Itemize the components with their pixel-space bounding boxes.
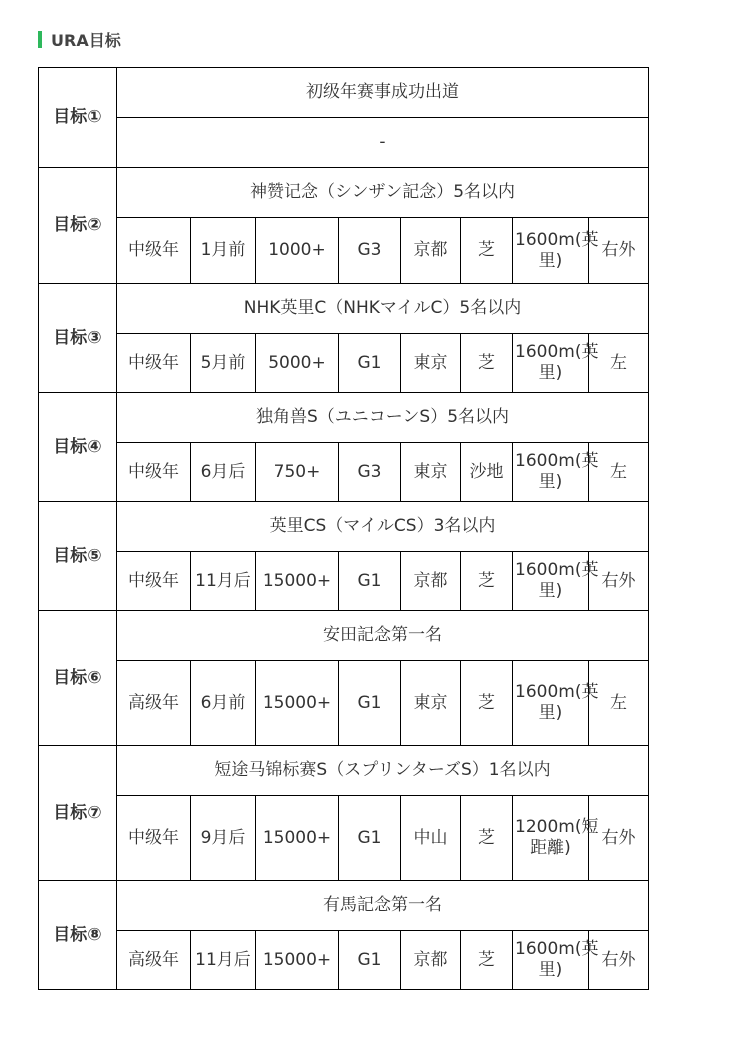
goal-7-detail-row — [39, 796, 649, 881]
goal-6-label: 目标⑥ — [39, 611, 117, 746]
goal-2-year: 中级年 — [117, 218, 191, 284]
goal-3-title-row — [39, 284, 649, 334]
goal-5-course: 京都 — [401, 552, 461, 611]
goal-5-surface: 芝 — [461, 552, 513, 611]
goal-5-label: 目标⑤ — [39, 502, 117, 611]
goal-6-direction: 左 — [589, 661, 649, 746]
goal-8-surface: 芝 — [461, 931, 513, 990]
goal-3-direction: 左 — [589, 334, 649, 393]
goal-6-title-row — [39, 611, 649, 661]
goal-1-detail-row — [39, 118, 649, 168]
goal-6-course: 東京 — [401, 661, 461, 746]
heading-accent-bar — [38, 31, 42, 48]
goal-5-year: 中级年 — [117, 552, 191, 611]
goals-table — [38, 67, 649, 990]
goal-6-year: 高级年 — [117, 661, 191, 746]
goal-4-label: 目标④ — [39, 393, 117, 502]
goal-3-timing: 5月前 — [191, 334, 256, 393]
goal-2-grade: G3 — [339, 218, 401, 284]
goal-8-title: 有馬記念第一名 — [117, 881, 649, 931]
goal-1-title: 初级年赛事成功出道 — [117, 68, 649, 118]
goal-4-year: 中级年 — [117, 443, 191, 502]
goal-8-grade: G1 — [339, 931, 401, 990]
goal-5-direction: 右外 — [589, 552, 649, 611]
goal-6-grade: G1 — [339, 661, 401, 746]
goal-2-surface: 芝 — [461, 218, 513, 284]
goal-1-title-row — [39, 68, 649, 118]
goal-3-grade: G1 — [339, 334, 401, 393]
goal-2-distance: 1600m(英里) — [513, 218, 589, 284]
goal-7-timing: 9月后 — [191, 796, 256, 881]
goal-4-detail-row — [39, 443, 649, 502]
goal-2-fans: 1000+ — [256, 218, 339, 284]
goal-7-fans: 15000+ — [256, 796, 339, 881]
goal-3-course: 東京 — [401, 334, 461, 393]
goal-8-distance: 1600m(英里) — [513, 931, 589, 990]
goal-7-year: 中级年 — [117, 796, 191, 881]
goal-2-title-row — [39, 168, 649, 218]
goal-7-direction: 右外 — [589, 796, 649, 881]
goal-3-label: 目标③ — [39, 284, 117, 393]
goal-6-title: 安田記念第一名 — [117, 611, 649, 661]
goal-8-year: 高级年 — [117, 931, 191, 990]
goal-1-label: 目标① — [39, 68, 117, 168]
section-heading — [38, 28, 121, 50]
goal-7-title-row — [39, 746, 649, 796]
goal-8-direction: 右外 — [589, 931, 649, 990]
goal-4-timing: 6月后 — [191, 443, 256, 502]
goal-3-fans: 5000+ — [256, 334, 339, 393]
goal-6-detail-row — [39, 661, 649, 746]
goal-5-timing: 11月后 — [191, 552, 256, 611]
goal-8-title-row — [39, 881, 649, 931]
goal-2-detail-row — [39, 218, 649, 284]
goal-4-fans: 750+ — [256, 443, 339, 502]
goal-8-timing: 11月后 — [191, 931, 256, 990]
goal-8-fans: 15000+ — [256, 931, 339, 990]
goal-2-course: 京都 — [401, 218, 461, 284]
goal-5-grade: G1 — [339, 552, 401, 611]
goal-6-surface: 芝 — [461, 661, 513, 746]
goal-5-distance: 1600m(英里) — [513, 552, 589, 611]
goal-4-title-row — [39, 393, 649, 443]
goal-7-surface: 芝 — [461, 796, 513, 881]
goal-5-detail-row — [39, 552, 649, 611]
goal-7-title: 短途马锦标赛S（スプリンターズS）1名以内 — [117, 746, 649, 796]
goal-4-grade: G3 — [339, 443, 401, 502]
goal-4-direction: 左 — [589, 443, 649, 502]
goal-4-course: 東京 — [401, 443, 461, 502]
goal-5-fans: 15000+ — [256, 552, 339, 611]
goal-5-title-row — [39, 502, 649, 552]
goal-5-title: 英里CS（マイルCS）3名以内 — [117, 502, 649, 552]
goal-8-detail-row — [39, 931, 649, 990]
goal-4-surface: 沙地 — [461, 443, 513, 502]
goal-3-distance: 1600m(英里) — [513, 334, 589, 393]
goal-2-timing: 1月前 — [191, 218, 256, 284]
goal-3-title: NHK英里C（NHKマイルC）5名以内 — [117, 284, 649, 334]
goal-8-course: 京都 — [401, 931, 461, 990]
section-title: URA目标 — [51, 30, 121, 50]
goal-3-detail-row — [39, 334, 649, 393]
goal-6-fans: 15000+ — [256, 661, 339, 746]
goal-2-title: 神赞记念（シンザン記念）5名以内 — [117, 168, 649, 218]
goal-4-title: 独角兽S（ユニコーンS）5名以内 — [117, 393, 649, 443]
goal-7-distance: 1200m(短距離) — [513, 796, 589, 881]
goal-7-grade: G1 — [339, 796, 401, 881]
goal-4-distance: 1600m(英里) — [513, 443, 589, 502]
goal-6-distance: 1600m(英里) — [513, 661, 589, 746]
goal-7-label: 目标⑦ — [39, 746, 117, 881]
goal-8-label: 目标⑧ — [39, 881, 117, 990]
goal-6-timing: 6月前 — [191, 661, 256, 746]
goal-3-surface: 芝 — [461, 334, 513, 393]
goal-1-detail: - — [117, 118, 649, 168]
goal-7-course: 中山 — [401, 796, 461, 881]
goal-2-direction: 右外 — [589, 218, 649, 284]
goal-2-label: 目标② — [39, 168, 117, 284]
goal-3-year: 中级年 — [117, 334, 191, 393]
